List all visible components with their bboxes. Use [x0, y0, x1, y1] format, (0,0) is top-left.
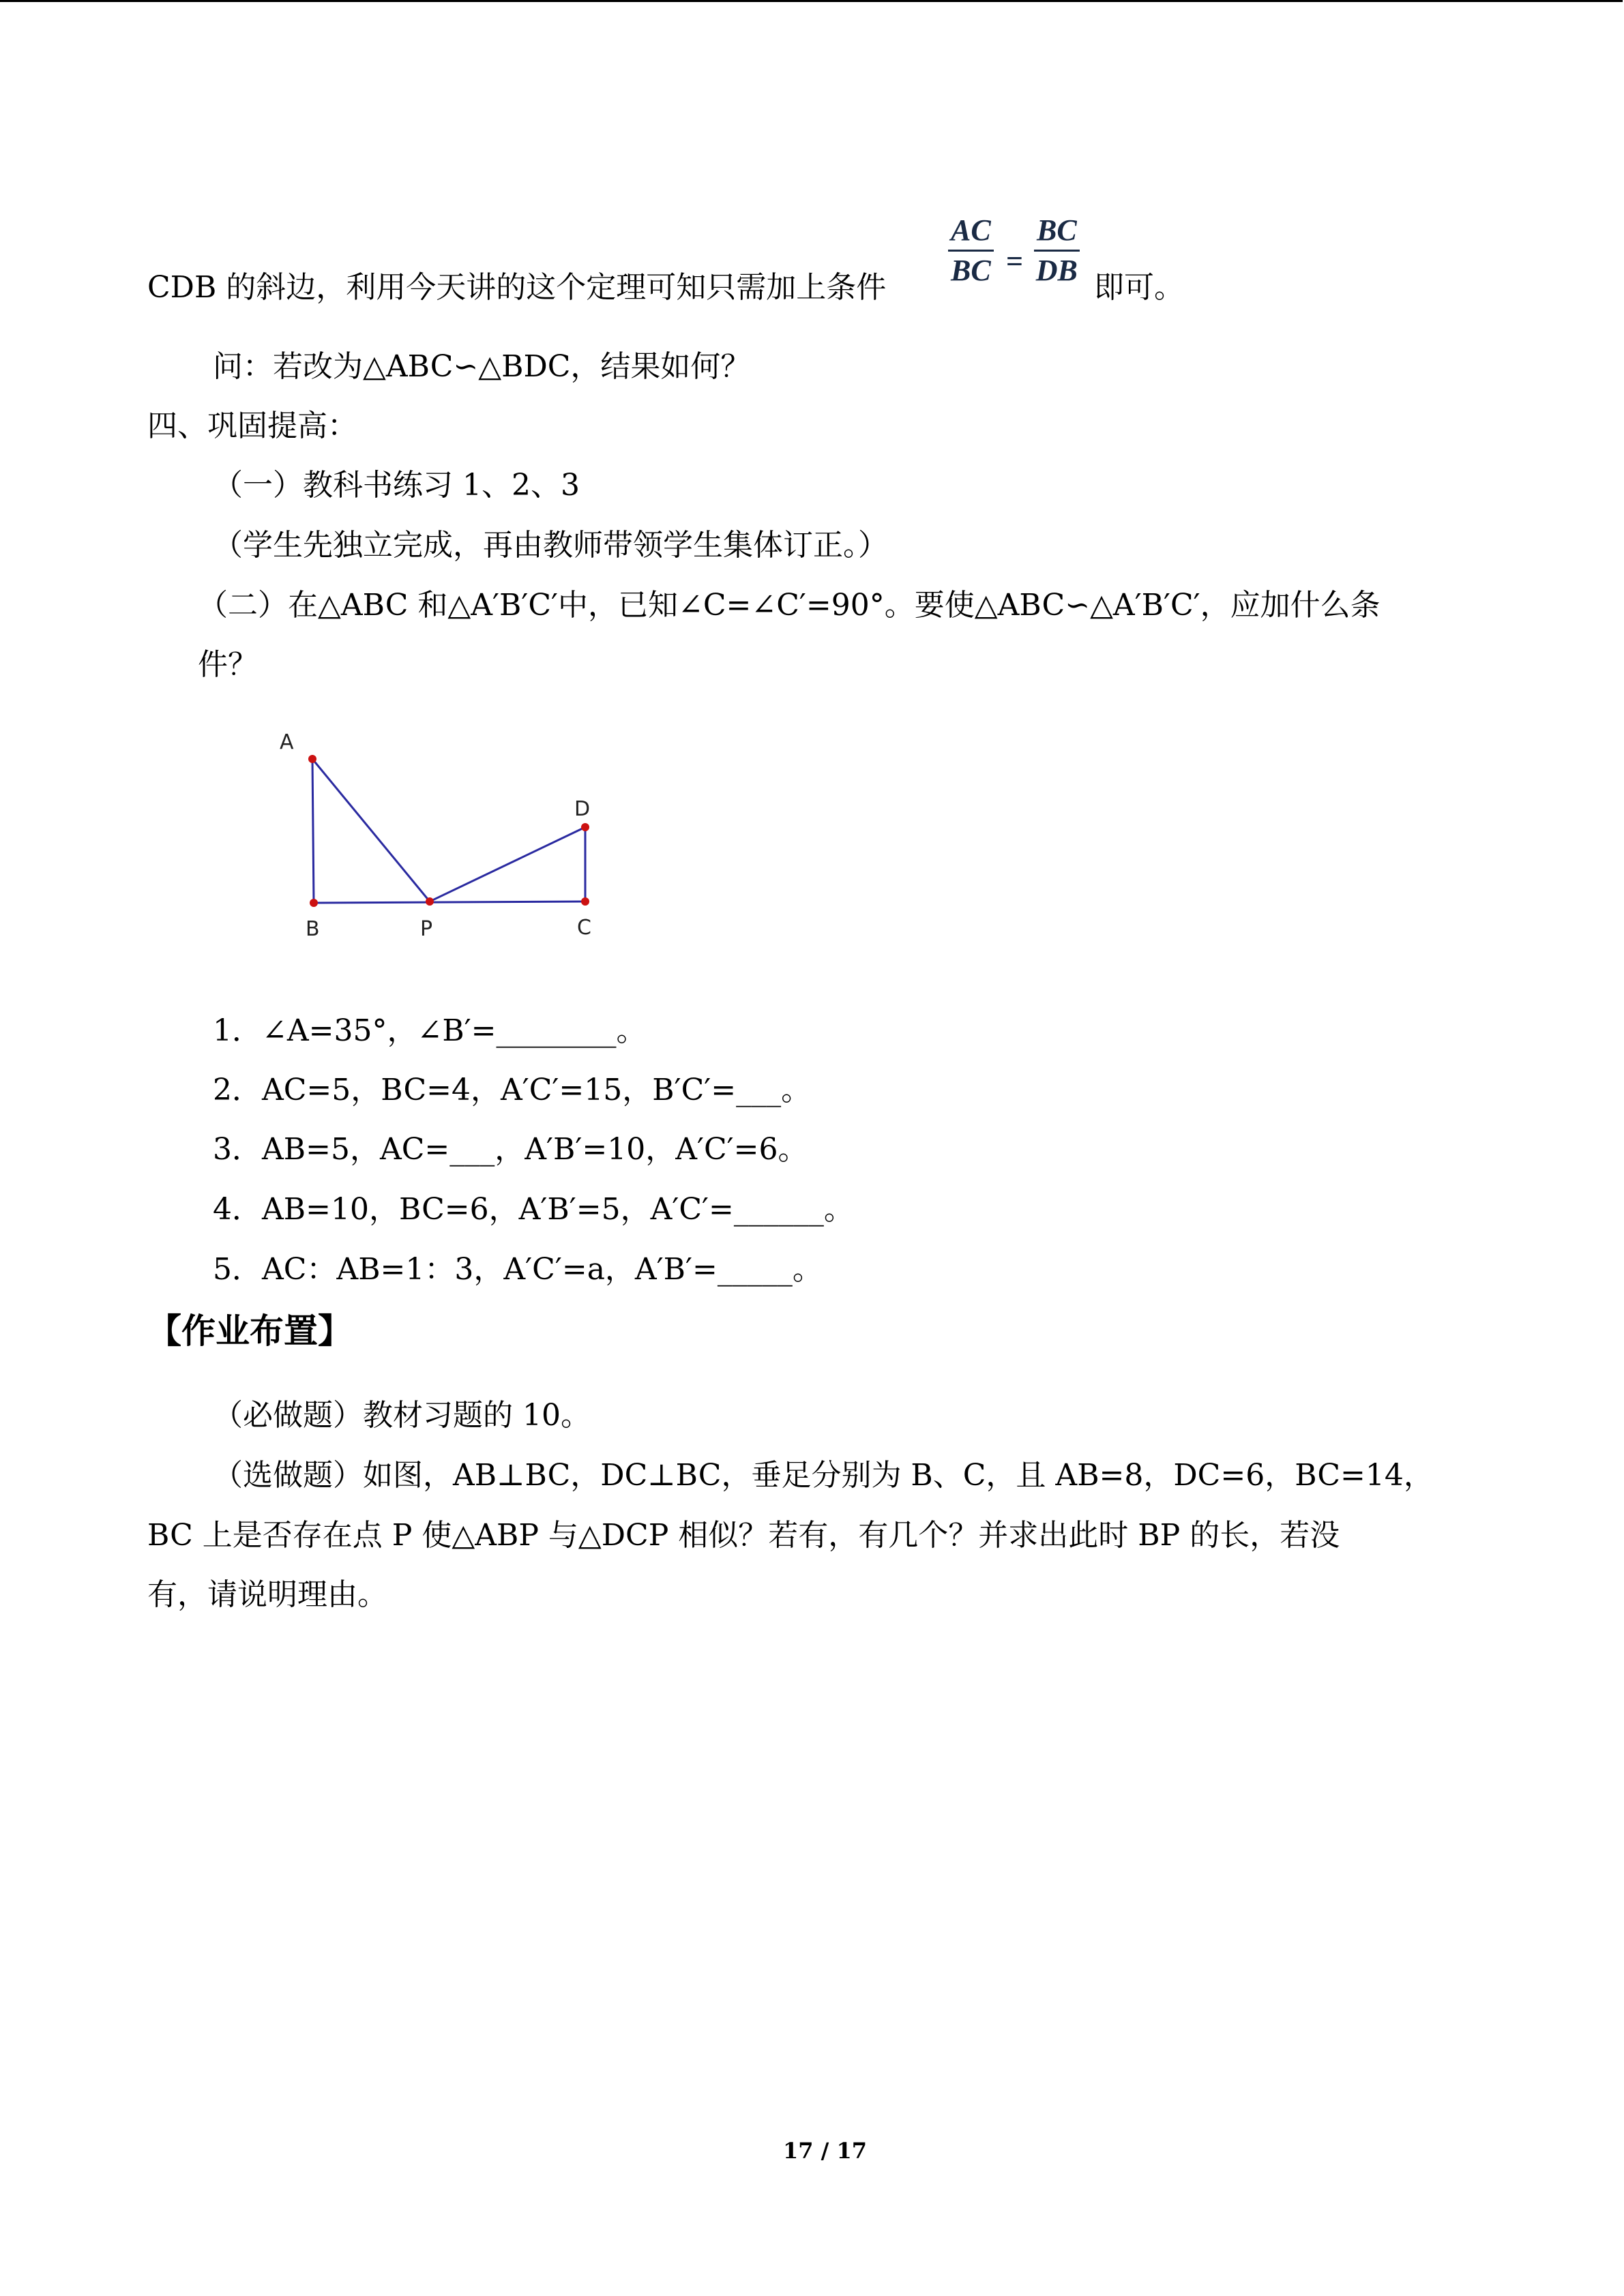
section-heading: 四、巩固提高：	[147, 408, 357, 443]
point-a	[308, 755, 316, 763]
homework-heading: 【作业布置】	[147, 1311, 352, 1351]
fraction-numerator: AC	[948, 211, 994, 252]
label-a: A	[280, 730, 294, 754]
segment-ap	[312, 759, 430, 901]
fraction-ac-bc	[948, 211, 994, 290]
question-1: 1．∠A=35°，∠B′=________。	[213, 1013, 647, 1048]
fraction-denominator: DB	[1035, 254, 1078, 287]
label-d: D	[574, 797, 591, 821]
text-line-2: 问：若改为△ABC∽△BDC，结果如何？	[213, 349, 751, 384]
segment-ab	[312, 759, 314, 903]
question-2: 2．AC=5，BC=4，A′C′=15，B′C′=___。	[213, 1073, 812, 1107]
segment-bc	[314, 901, 585, 903]
point-b	[310, 899, 318, 907]
text-line-4: （一）教科书练习 1、2、3	[213, 468, 580, 503]
question-5: 5．AC：AB=1：3，A′C′=a，A′B′=_____。	[213, 1252, 823, 1287]
fraction-bc-db	[1034, 211, 1080, 290]
question-3: 3．AB=5，AC=___，A′B′=10，A′C′=6。	[213, 1132, 808, 1167]
point-p	[426, 897, 434, 906]
homework-optional-line-1: （选做题）如图，AB⊥BC，DC⊥BC，垂足分别为 B、C，且 AB=8，DC=6，BC=14，	[213, 1458, 1434, 1493]
text-line-1: CDB 的斜边，利用今天讲的这个定理可知只需加上条件	[147, 270, 887, 305]
page-number: 17 / 17	[783, 2138, 868, 2164]
text-line-1-end: 即可。	[1094, 270, 1184, 305]
point-c	[581, 897, 589, 906]
text-line-5: （学生先独立完成，再由教师带领学生集体订正。）	[213, 528, 888, 563]
text-line-6: （二）在△ABC 和△A′B′C′中，已知∠C=∠C′=90°。要使△ABC∽△A′B′C′，应加什么条	[198, 588, 1381, 623]
label-p: P	[420, 917, 433, 941]
fraction-equals: =	[1006, 245, 1024, 278]
label-b: B	[306, 917, 320, 941]
geometry-figure	[266, 723, 621, 948]
homework-required: （必做题）教材习题的 10。	[213, 1398, 591, 1433]
text-line-7: 件？	[198, 647, 258, 682]
label-c: C	[577, 916, 591, 940]
question-4: 4．AB=10，BC=6，A′B′=5，A′C′=______。	[213, 1192, 854, 1227]
point-d	[581, 823, 589, 831]
fraction-numerator: BC	[1034, 211, 1080, 252]
homework-optional-line-2: BC 上是否存在点 P 使△ABP 与△DCP 相似？若有，有几个？并求出此时 BP 的长，若没	[147, 1518, 1340, 1553]
segment-pd	[430, 827, 585, 901]
fraction-denominator: BC	[951, 254, 991, 287]
page-top-border	[0, 0, 1623, 2]
homework-optional-line-3: 有，请说明理由。	[147, 1577, 387, 1612]
